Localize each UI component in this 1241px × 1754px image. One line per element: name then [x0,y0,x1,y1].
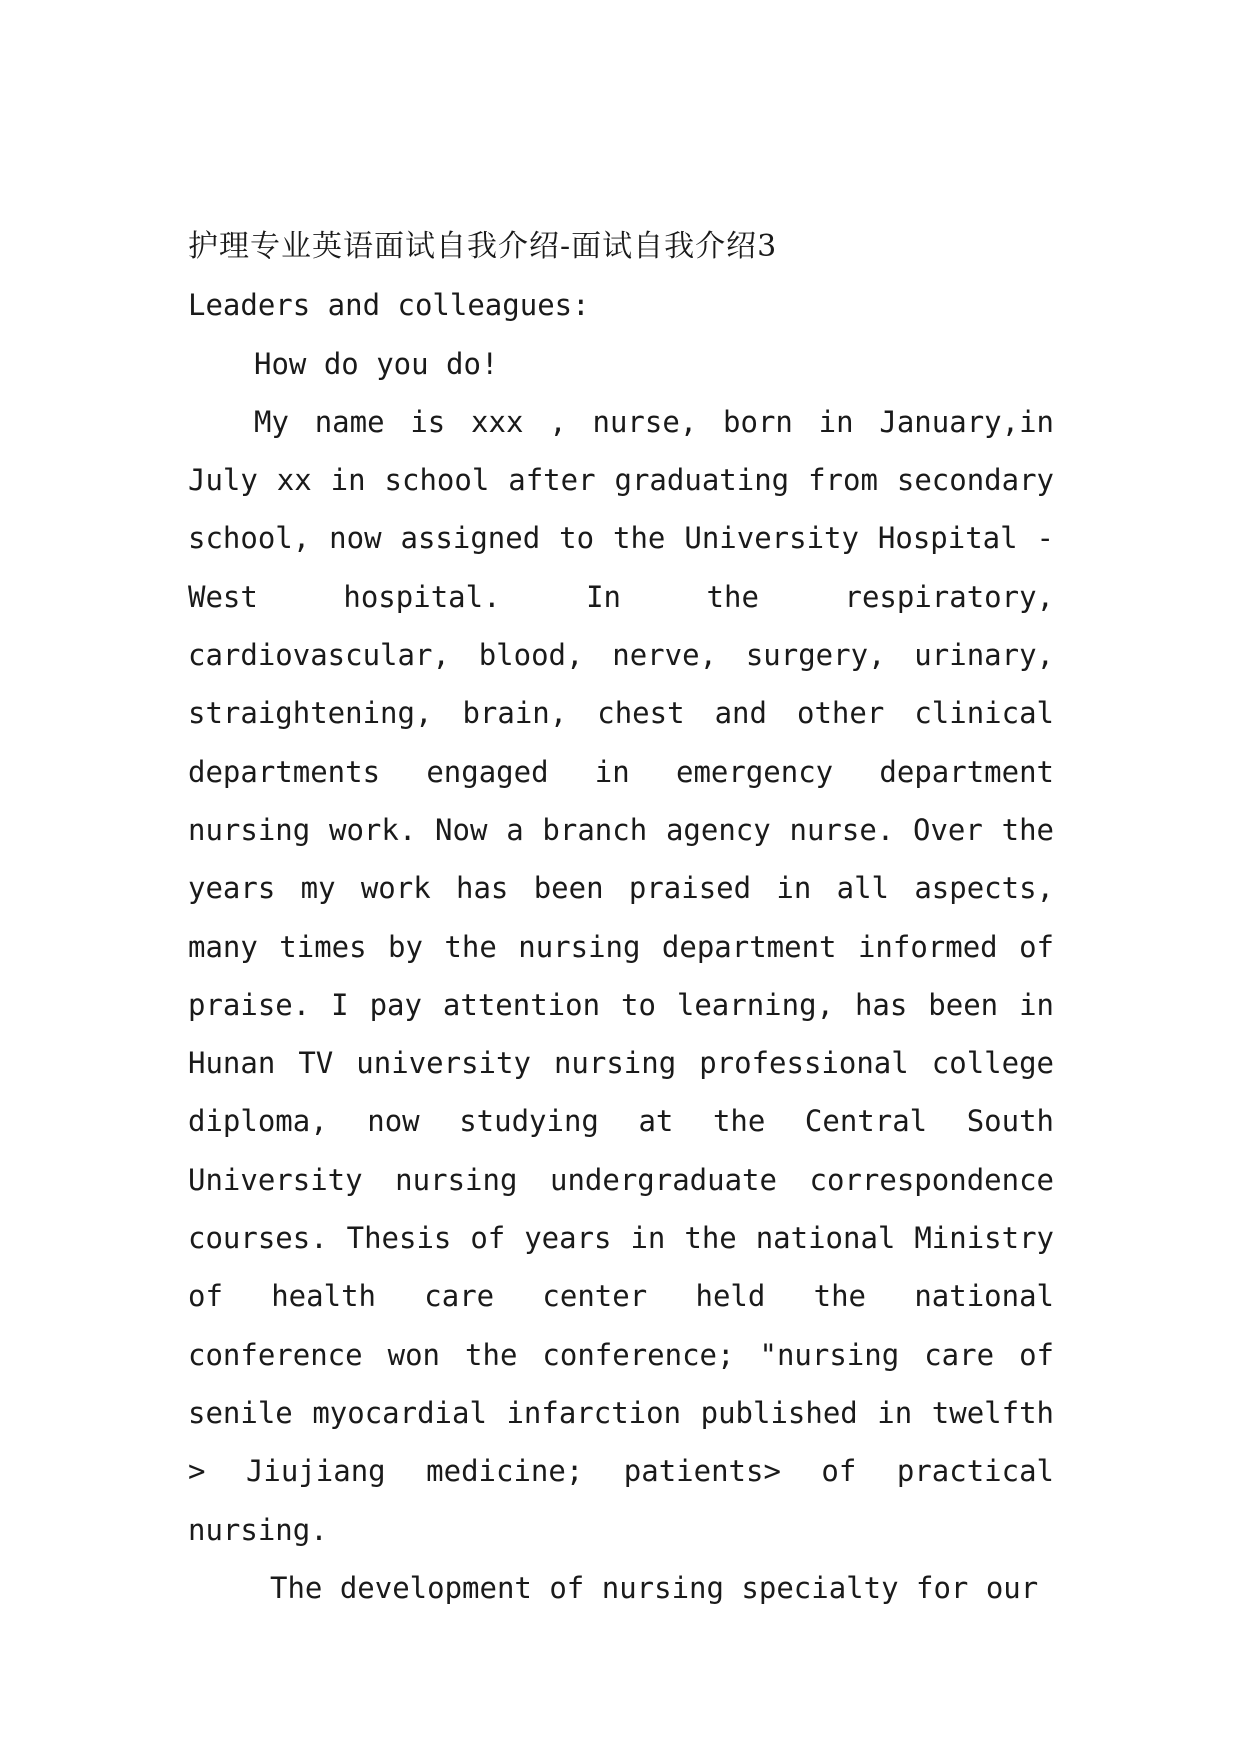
document-body [188,218,1054,1617]
greeting-line: Leaders and colleagues: [188,288,590,323]
document-title: 护理专业英语面试自我介绍-面试自我介绍3 [188,229,778,264]
paragraph-self-introduction: My name is xxx , nurse, born in January,in July xx in school after graduating from secondary school, now assigned to the University Hospital - West hospital. In the respiratory, cardiovascular, blood, nerve, surgery, urinary, straightening, brain, chest and other clinical departments engaged in emergency department nursing work. Now a branch agency nurse. Over the years my work has been praised in all aspects, many times by the nursing department informed of praise. I pay attention to learning, has been in Hunan TV university nursing professional college diploma, now studying at the Central South University nursing undergraduate correspondence courses. Thesis of years in the national Ministry of health care center held the national conference won the conference; "nursing care of senile myocardial infarction published in twelfth > Jiujiang medicine; patients> of practical nursing. [188,404,1054,1547]
paragraph-how-do-you-do: How do you do! [254,346,499,381]
paragraph-nursing-development: The development of nursing specialty for our [270,1570,1039,1605]
